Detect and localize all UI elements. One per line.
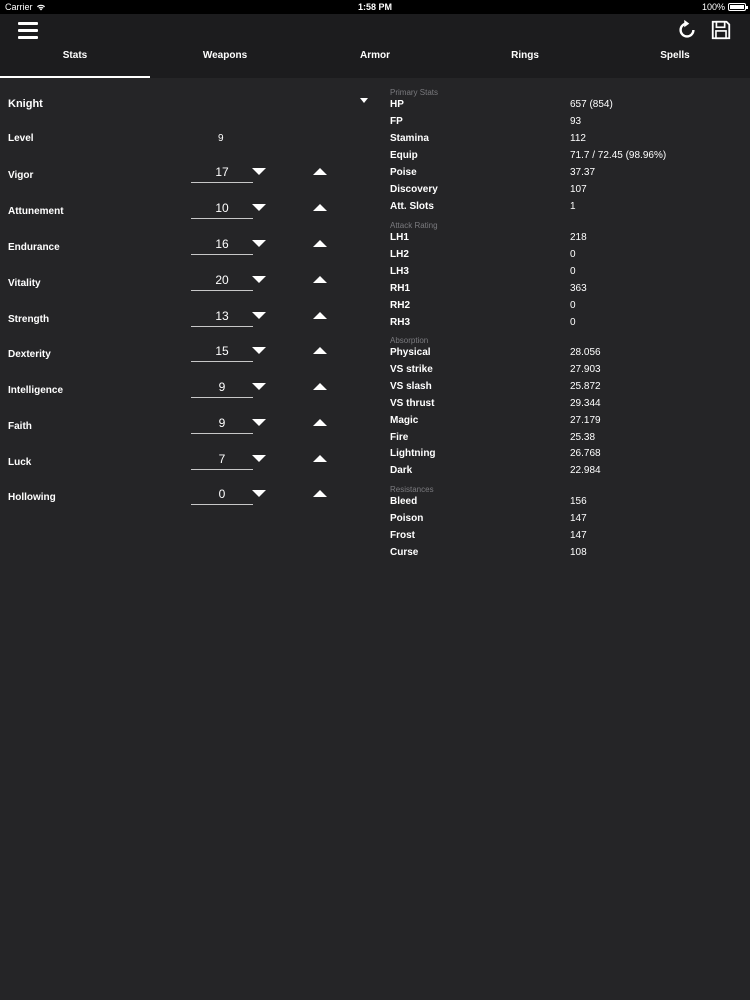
stat-value: 26.768 [570,448,601,459]
clock: 1:58 PM [357,2,392,12]
triangle-down-icon[interactable] [252,347,266,354]
level-value: 9 [218,133,224,144]
stat-row-intelligence [0,380,375,415]
stat-value: 112 [570,133,586,144]
battery-icon [728,3,746,11]
tab-stats[interactable]: Stats [0,42,150,78]
stat-value: 1 [570,201,576,212]
toolbar [0,14,750,78]
stat-value: 27.903 [570,364,601,375]
stat-value: 71.7 / 72.45 (98.96%) [570,150,667,161]
stat-label: Hollowing [8,492,56,503]
stat-value: 0 [570,249,576,260]
stat-label: Intelligence [8,385,64,396]
stat-value: 147 [570,513,587,524]
triangle-down-icon[interactable] [252,240,266,247]
triangle-up-icon[interactable] [313,455,327,462]
stat-row-strength [0,309,375,344]
triangle-up-icon[interactable] [313,312,327,319]
stat-value-field[interactable]: 20 [191,273,253,291]
stat-key: Poison [390,513,424,524]
stat-key: Att. Slots [390,201,434,212]
triangle-down-icon[interactable] [252,168,266,175]
stat-value: 657 (854) [570,99,613,110]
tab-spells[interactable]: Spells [660,50,690,61]
stat-key: Fire [390,432,409,443]
stat-key: VS strike [390,364,433,375]
triangle-down-icon[interactable] [252,312,266,319]
triangle-down-icon[interactable] [252,383,266,390]
stat-key: Stamina [390,133,429,144]
stat-value-field[interactable]: 9 [191,380,253,398]
stat-value-field[interactable]: 9 [191,416,253,434]
stat-key: LH2 [390,249,409,260]
stat-row-faith [0,416,375,451]
tab-bar [0,42,750,78]
stat-label: Attunement [8,206,64,217]
stat-key: RH3 [390,317,411,328]
tab-armor[interactable]: Armor [359,50,390,61]
stat-value: 0 [570,317,576,328]
stat-key: Poise [390,167,417,178]
section-title-resistances: Resistances [390,485,434,494]
stat-value: 218 [570,232,587,243]
stat-value-field[interactable]: 7 [191,452,253,470]
class-name: Knight [8,98,43,110]
tab-weapons[interactable]: Weapons [202,50,248,61]
stat-value: 0 [570,300,576,311]
stat-value: 363 [570,283,587,294]
stat-row-dexterity [0,344,375,379]
stat-key: VS slash [390,381,432,392]
stat-value: 156 [570,496,587,507]
reset-icon[interactable] [676,19,698,41]
stat-value-field[interactable]: 16 [191,237,253,255]
stat-value: 107 [570,184,587,195]
stat-key: LH1 [390,232,409,243]
stat-row-vitality [0,273,375,308]
class-selector[interactable] [8,94,370,110]
menu-icon[interactable] [18,22,38,40]
stat-row-luck [0,452,375,487]
stat-value-field[interactable]: 15 [191,344,253,362]
section-title-primary: Primary Stats [390,88,439,97]
stat-value: 0 [570,266,576,277]
stat-row-vigor [0,165,375,200]
stat-label: Vigor [8,170,34,181]
stat-value: 27.179 [570,415,601,426]
stat-value: 108 [570,547,587,558]
stat-value: 147 [570,530,587,541]
status-bar [0,0,750,14]
stat-value-field[interactable]: 17 [191,165,253,183]
triangle-down-icon[interactable] [252,204,266,211]
stat-key: Physical [390,347,431,358]
stat-value: 28.056 [570,347,601,358]
stat-key: RH1 [390,283,411,294]
stat-value: 29.344 [570,398,601,409]
triangle-up-icon[interactable] [313,347,327,354]
stat-label: Endurance [8,242,60,253]
tab-rings[interactable]: Rings [511,50,539,61]
section-title-attack: Attack Rating [390,221,438,230]
stat-key: RH2 [390,300,411,311]
stat-key: Dark [390,465,413,476]
stat-value-field[interactable]: 0 [191,487,253,505]
stat-value: 22.984 [570,465,601,476]
triangle-down-icon[interactable] [252,276,266,283]
stat-value: 25.872 [570,381,601,392]
triangle-up-icon[interactable] [313,419,327,426]
triangle-up-icon[interactable] [313,383,327,390]
battery-percent: 100% [701,2,725,12]
level-row [8,133,368,144]
stat-key: Magic [390,415,419,426]
triangle-up-icon[interactable] [313,276,327,283]
carrier-label: Carrier [5,2,33,12]
stat-value-field[interactable]: 13 [191,309,253,327]
stat-key: Bleed [390,496,418,507]
triangle-up-icon[interactable] [313,240,327,247]
stat-label: Dexterity [8,349,51,360]
stat-key: Equip [390,150,418,161]
stat-key: Frost [390,530,415,541]
battery-group [702,2,746,12]
chevron-down-icon[interactable] [360,98,368,103]
stat-key: FP [390,116,403,127]
stat-key: LH3 [390,266,409,277]
triangle-up-icon[interactable] [313,168,327,175]
stat-row-attunement [0,201,375,236]
stat-key: Curse [390,547,419,558]
stat-value: 37.37 [570,167,596,178]
save-icon[interactable] [710,19,732,41]
stat-row-hollowing [0,487,375,522]
triangle-down-icon[interactable] [252,455,266,462]
triangle-down-icon[interactable] [252,490,266,497]
stat-key: Lightning [390,448,436,459]
stat-value: 25.38 [570,432,596,443]
stat-key: HP [390,99,404,110]
stat-row-endurance [0,237,375,272]
stat-key: VS thrust [390,398,435,409]
stat-value-field[interactable]: 10 [191,201,253,219]
level-label: Level [8,133,34,144]
stat-label: Strength [8,314,50,325]
stat-label: Faith [8,421,32,432]
stat-key: Discovery [390,184,438,195]
triangle-down-icon[interactable] [252,419,266,426]
stat-label: Luck [8,457,32,468]
triangle-up-icon[interactable] [313,204,327,211]
triangle-up-icon[interactable] [313,490,327,497]
section-title-absorption: Absorption [390,336,429,345]
stat-label: Vitality [8,278,41,289]
stat-value: 93 [570,116,582,127]
